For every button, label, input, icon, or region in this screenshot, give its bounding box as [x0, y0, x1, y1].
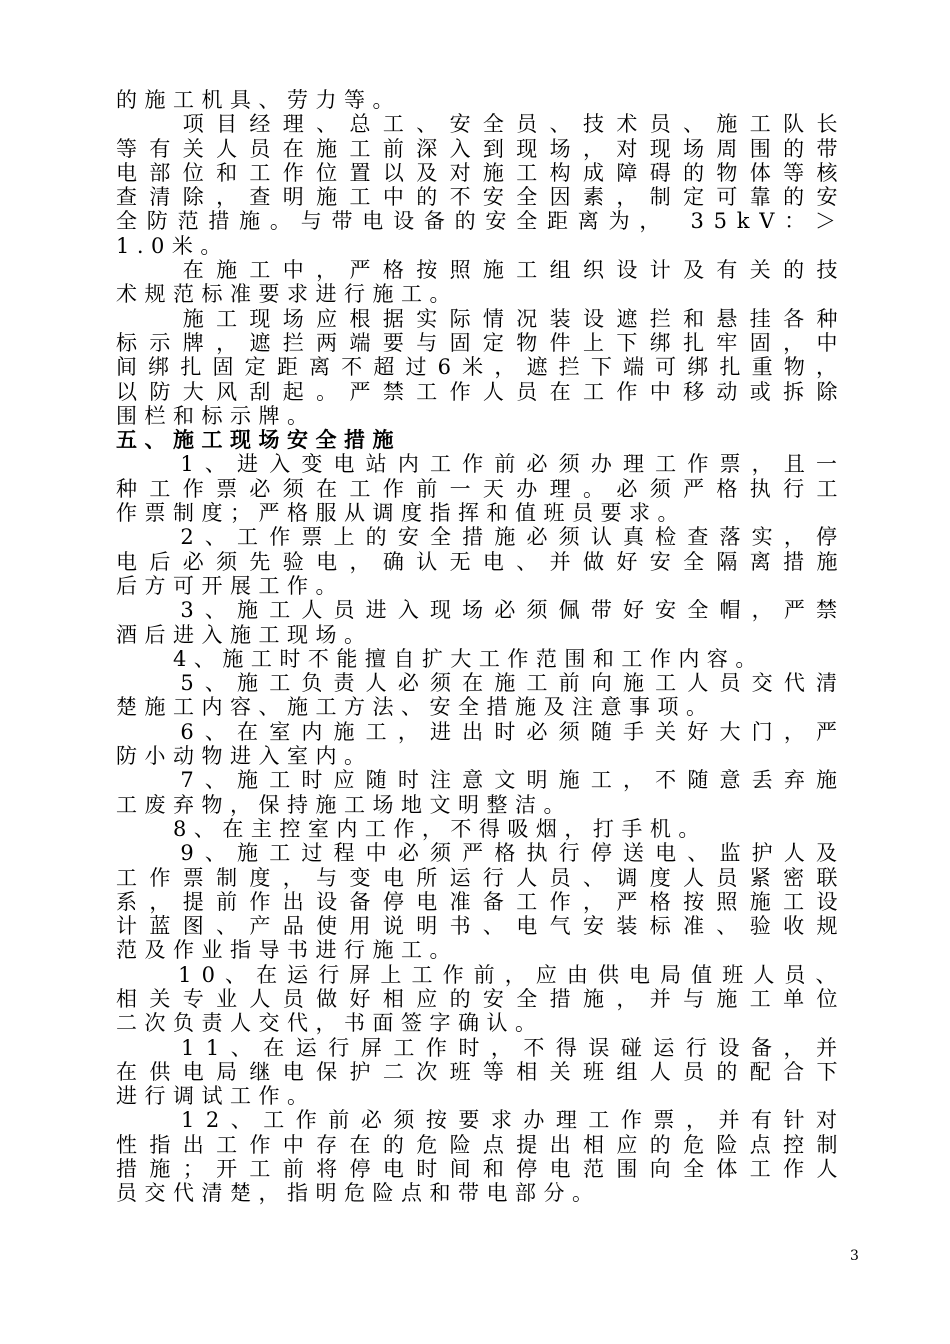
text-line	[116, 914, 848, 938]
text-line-content: 后方可开展工作。	[116, 573, 344, 598]
text-line	[116, 234, 848, 258]
text-line-content: 全防范措施。与带电设备的安全距离为， 35kV：＞	[116, 209, 846, 234]
text-line	[116, 307, 848, 331]
page-number: 3	[850, 1248, 859, 1264]
text-line-content: 防小动物进入室内。	[116, 744, 373, 769]
text-line-content: 性指出工作中存在的危险点提出相应的危险点控制	[116, 1132, 850, 1157]
text-line	[116, 137, 848, 161]
text-line-content: 电后必须先验电，确认无电、并做好安全隔离措施	[116, 549, 850, 574]
text-line-content: 等有关人员在施工前深入到现场，对现场周围的带	[116, 136, 850, 161]
text-line-content: 项目经理、总工、安全员、技术员、施工队长	[116, 112, 850, 137]
text-line-content: 9、施工过程中必须严格执行停送电、监护人及	[116, 841, 849, 866]
text-line-content: 进行调试工作。	[116, 1084, 316, 1109]
text-line	[116, 452, 848, 476]
text-line-content: 五、施工现场安全措施	[116, 427, 401, 453]
text-line	[116, 1060, 848, 1084]
text-line	[116, 1084, 848, 1108]
text-line	[116, 1108, 848, 1132]
text-line-content: 11、在运行屏工作时，不得误碰运行设备，并	[116, 1035, 849, 1060]
text-line-content: 10、在运行屏上工作前，应由供电局值班人员、	[116, 962, 847, 987]
text-line-content: 措施；开工前将停电时间和停电范围向全体工作人	[116, 1157, 850, 1182]
section-heading	[116, 428, 848, 452]
text-line-content: 系，提前作出设备停电准备工作，严格按照施工设	[116, 889, 850, 914]
text-line-content: 围栏和标示牌。	[116, 403, 316, 428]
text-line-content: 标示牌，遮拦两端要与固定物件上下绑扎牢固，中	[116, 330, 850, 355]
text-line	[116, 938, 848, 962]
text-line-content: 在施工中，严格按照施工组织设计及有关的技	[116, 258, 850, 283]
text-line-content: 以防大风刮起。严禁工作人员在工作中移动或拆除	[116, 379, 850, 404]
text-line-content: 酒后进入施工现场。	[116, 622, 373, 647]
text-line-content: 的施工机具、劳力等。	[116, 88, 401, 112]
text-line-content: 工作票制度，与变电所运行人员、调度人员紧密联	[116, 865, 850, 890]
text-line	[116, 671, 848, 695]
text-line	[116, 1157, 848, 1181]
text-line	[116, 1133, 848, 1157]
text-line	[116, 161, 848, 185]
text-line	[116, 1036, 848, 1060]
text-line	[116, 866, 848, 890]
text-line-content: 计蓝图、产品使用说明书、电气安装标准、验收规	[116, 914, 850, 939]
document-body	[116, 88, 848, 1206]
text-line	[116, 501, 848, 525]
text-line-content: 员交代清楚，指明危险点和带电部分。	[116, 1181, 601, 1206]
text-line-content: 6、在室内施工，进出时必须随手关好大门，严	[116, 719, 849, 744]
text-line	[116, 550, 848, 574]
text-line	[116, 355, 848, 379]
text-line-content: 1.0米。	[116, 233, 229, 258]
text-line-content: 4、施工时不能擅自扩大工作范围和工作内容。	[116, 646, 764, 671]
text-line	[116, 112, 848, 136]
text-line-content: 工废弃物，保持施工场地文明整洁。	[116, 792, 572, 817]
text-line-content: 术规范标准要求进行施工。	[116, 282, 458, 307]
text-line	[116, 574, 848, 598]
text-line-content: 8、在主控室内工作，不得吸烟，打手机。	[116, 816, 707, 841]
text-line-content: 查清除，查明施工中的不安全因素，制定可靠的安	[116, 185, 850, 210]
text-line	[116, 647, 848, 671]
text-line-content: 二次负责人交代，书面签字确认。	[116, 1011, 544, 1036]
text-line	[116, 185, 848, 209]
text-line	[116, 88, 848, 112]
text-line	[116, 793, 848, 817]
text-line	[116, 404, 848, 428]
text-line-content: 范及作业指导书进行施工。	[116, 938, 458, 963]
text-line	[116, 744, 848, 768]
text-line-content: 在供电局继电保护二次班等相关班组人员的配合下	[116, 1059, 850, 1084]
text-line	[116, 963, 848, 987]
text-line-content: 1、进入变电站内工作前必须办理工作票，且一	[116, 452, 849, 477]
text-line	[116, 282, 848, 306]
text-line	[116, 209, 848, 233]
text-line	[116, 1181, 848, 1205]
text-line-content: 3、施工人员进入现场必须佩带好安全帽，严禁	[116, 598, 849, 623]
text-line	[116, 841, 848, 865]
text-line	[116, 817, 848, 841]
text-line-content: 电部位和工作位置以及对施工构成障碍的物体等核	[116, 160, 850, 185]
text-line	[116, 695, 848, 719]
text-line-content: 种工作票必须在工作前一天办理。必须严格执行工	[116, 476, 850, 501]
text-line-content: 施工现场应根据实际情况装设遮拦和悬挂各种	[116, 306, 850, 331]
text-line	[116, 890, 848, 914]
text-line	[116, 1011, 848, 1035]
text-line	[116, 768, 848, 792]
text-line	[116, 987, 848, 1011]
text-line	[116, 477, 848, 501]
text-line	[116, 720, 848, 744]
text-line-content: 相关专业人员做好相应的安全措施，并与施工单位	[116, 986, 850, 1011]
text-line-content: 7、施工时应随时注意文明施工，不随意丢弃施	[116, 768, 849, 793]
text-line-content: 作票制度；严格服从调度指挥和值班员要求。	[116, 501, 686, 526]
text-line	[116, 525, 848, 549]
text-line	[116, 258, 848, 282]
text-line	[116, 623, 848, 647]
text-line-content: 楚施工内容、施工方法、安全措施及注意事项。	[116, 695, 715, 720]
text-line-content: 间绑扎固定距离不超过6米，遮拦下端可绑扎重物，	[116, 355, 849, 380]
text-line-content: 12、工作前必须按要求办理工作票，并有针对	[116, 1108, 849, 1133]
text-line	[116, 380, 848, 404]
text-line	[116, 598, 848, 622]
text-line	[116, 331, 848, 355]
text-line-content: 2、工作票上的安全措施必须认真检查落实，停	[116, 525, 849, 550]
text-line-content: 5、施工负责人必须在施工前向施工人员交代清	[116, 671, 849, 696]
